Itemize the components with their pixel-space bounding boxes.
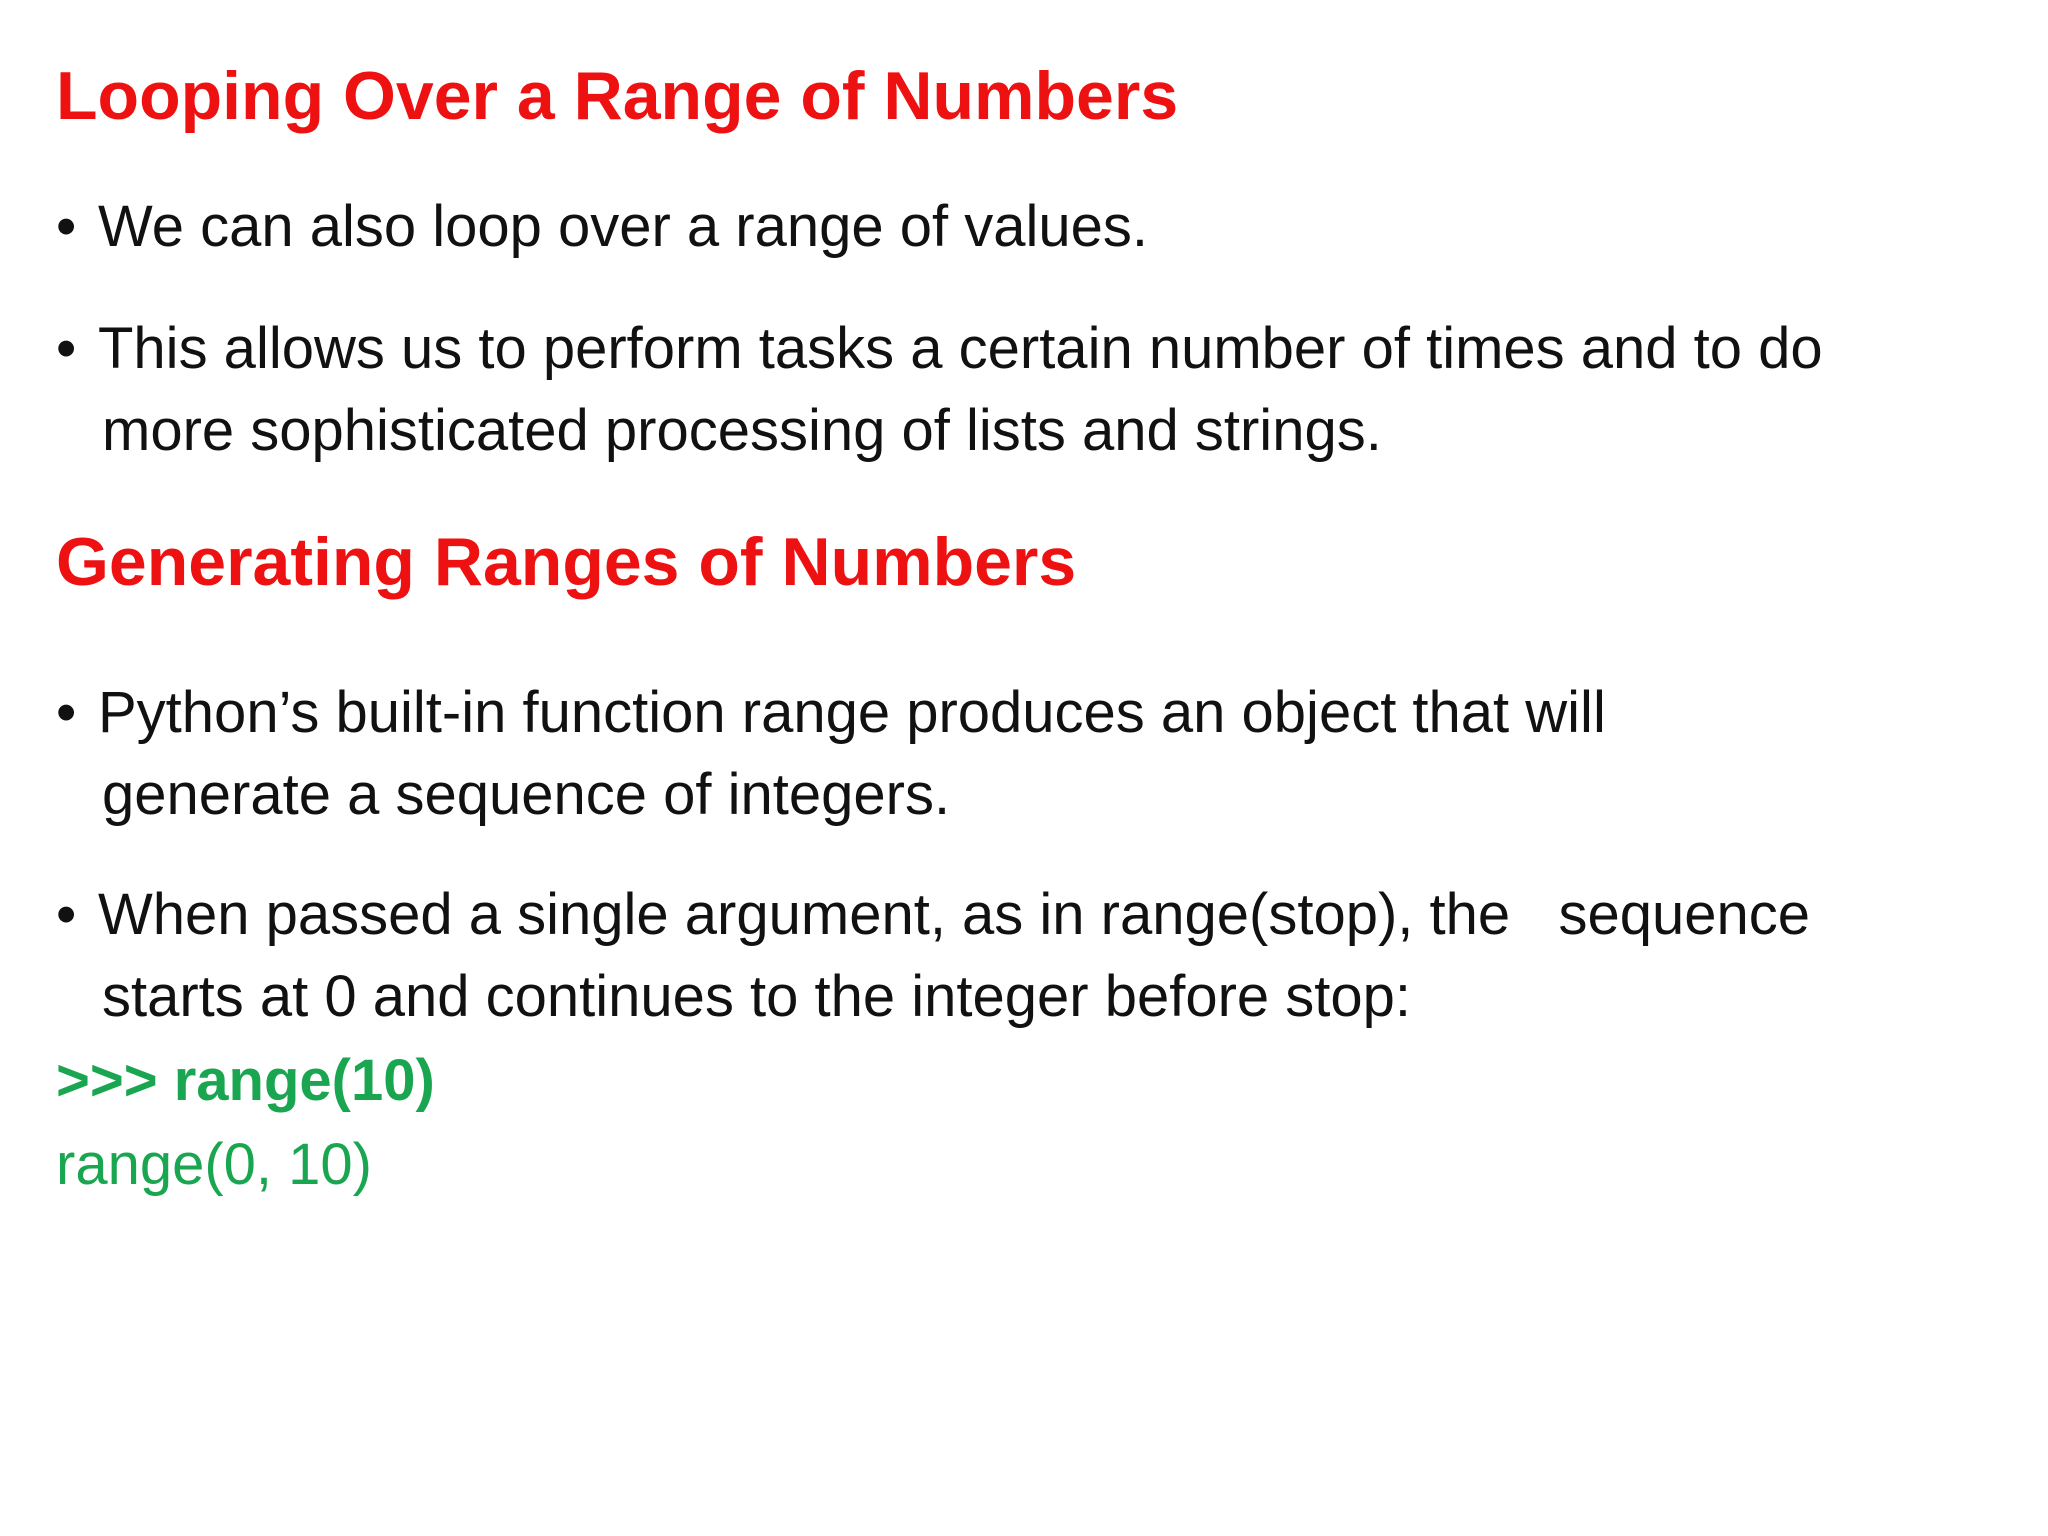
bullet-marker: • [56, 882, 77, 947]
code-output-line: range(0, 10) [56, 1132, 372, 1197]
bullet-perform-tasks [56, 308, 2016, 472]
code-input-line: >>> range(10) [56, 1048, 435, 1113]
bullet-line [56, 874, 2016, 956]
bullet-text: This allows us to perform tasks a certain number of times and to do [98, 316, 1823, 381]
bullet-text: When passed a single argument, as in range(stop), the sequence [98, 882, 1811, 947]
bullet-line [56, 186, 2016, 268]
bullet-line-continued: starts at 0 and continues to the integer before stop: [102, 964, 1412, 1029]
bullet-line-continued: generate a sequence of integers. [102, 762, 951, 827]
bullet-single-argument [56, 874, 2016, 1038]
section-heading-generating: Generating Ranges of Numbers [56, 524, 1077, 600]
bullet-marker: • [56, 680, 77, 745]
bullet-marker: • [56, 316, 77, 381]
bullet-loop-range-values [56, 186, 2016, 268]
bullet-range-function [56, 672, 2016, 836]
bullet-text: We can also loop over a range of values. [98, 194, 1149, 259]
bullet-line [56, 672, 2016, 754]
bullet-text: Python’s built-in function range produces an object that will [98, 680, 1606, 745]
bullet-line [56, 308, 2016, 390]
section-heading-looping: Looping Over a Range of Numbers [56, 58, 1179, 134]
bullet-line-continued: more sophisticated processing of lists and strings. [102, 398, 1382, 463]
bullet-marker: • [56, 194, 77, 259]
